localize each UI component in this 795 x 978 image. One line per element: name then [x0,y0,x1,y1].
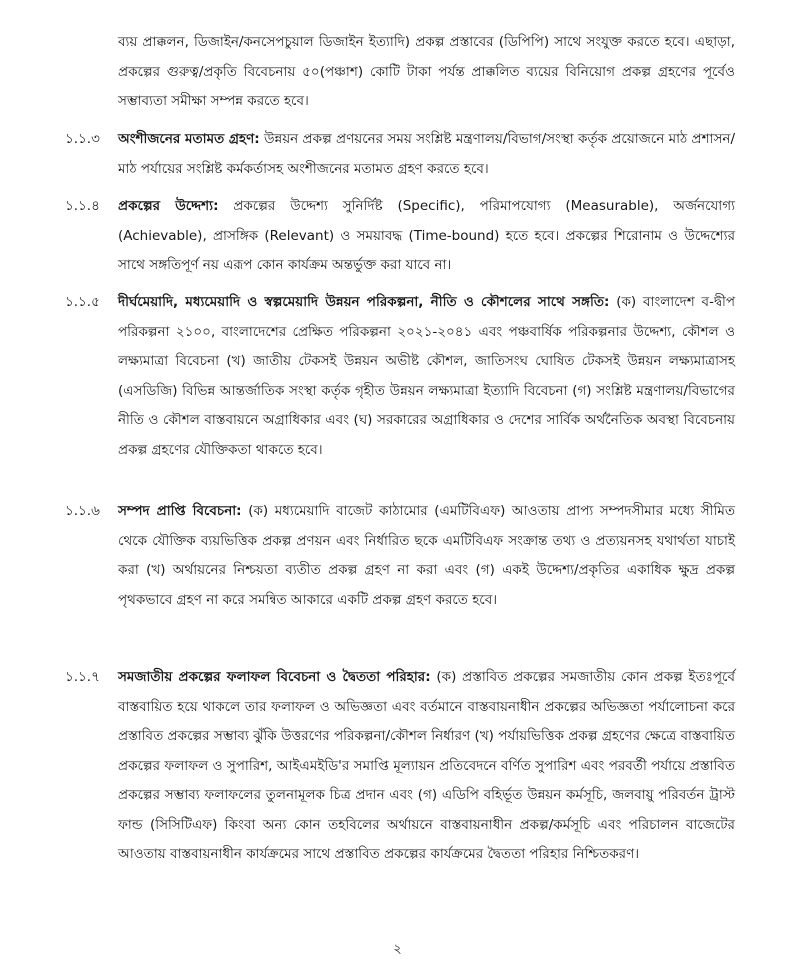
section-number: ১.১.৩ [65,131,100,147]
section-body [118,663,735,870]
section-text: (ক) বাংলাদেশ ব-দ্বীপ পরিকল্পনা ২১০০, বাংলাদেশের প্রেক্ষিত পরিকল্পনা ২০২১-২০৪১ এবং পঞ্চবার্ষিক পরিকল্পনার উদ্দেশ্য, কৌশল ও লক্ষ্যমাত্রা বিবেচনা (খ) জাতীয় টেকসই উন্নয়ন অভীষ্ট কৌশল, জাতিসংঘ ঘোষিত টেকসই উন্নয়ন লক্ষ্যমাত্রাসহ (এসডিজি) বিভিন্ন আন্তর্জাতিক সংস্থা কর্তৃক গৃহীত উন্নয়ন লক্ষ্যমাত্রা ইত্যাদি বিবেচনা (গ) সংশ্লিষ্ট মন্ত্রণালয়/বিভাগের নীতি ও কৌশল বাস্তবায়নে অগ্রাধিকার এবং (ঘ) সরকারের অগ্রাধিকার ও দেশের সার্বিক অর্থনৈতিক অবস্থা বিবেচনায় প্রকল্প গ্রহণের যৌক্তিকতা থাকতে হবে। [118,294,735,458]
section-body [118,125,735,184]
section-number: ১.১.৪ [65,198,100,214]
section-heading: দীর্ঘমেয়াদি, মধ্যমেয়াদি ও স্বল্পমেয়াদি উন্নয়ন পরিকল্পনা, নীতি ও কৌশলের সাথে সঙ্গতি: [118,294,610,310]
section-1-1-4 [65,192,735,281]
section-heading: সম্পদ প্রাপ্তি বিবেচনা: [118,503,242,519]
section-number: ১.১.৬ [65,503,100,519]
section-number: ১.১.৭ [65,669,100,685]
section-body [118,192,735,281]
section-number: ১.১.৫ [65,294,100,310]
intro-paragraph: ব্যয় প্রাক্কলন, ডিজাইন/কনসেপচুয়াল ডিজাইন ইত্যাদি) প্রকল্প প্রস্তাবের (ডিপিপি) সাথে সংযুক্ত করতে হবে। এছাড়া, প্রকল্পের গুরুত্ব/প্রকৃতি বিবেচনায় ৫০(পঞ্চাশ) কোটি টাকা পর্যন্ত প্রাক্কলিত ব্যয়ের বিনিয়োগ প্রকল্প গ্রহণের পূর্বেও সম্ভাব্যতা সমীক্ষা সম্পন্ন করতে হবে। [118,34,735,109]
section-body [118,288,735,465]
section-heading: অংশীজনের মতামত গ্রহণ: [118,131,260,147]
page-number: ২ [393,942,402,957]
section-text: (ক) মধ্যমেয়াদি বাজেট কাঠামোর (এমটিবিএফ) আওতায় প্রাপ্য সম্পদসীমার মধ্যে সীমিত থেকে যৌক্তিক ব্যয়ভিত্তিক প্রকল্প প্রণয়ন এবং নির্ধারিত ছকে এমটিবিএফ সংক্রান্ত তথ্য ও প্রত্যয়নসহ যথার্থতা যাচাই করা (খ) অর্থায়নের নিশ্চয়তা ব্যতীত প্রকল্প গ্রহণ না করা এবং (গ) একই উদ্দেশ্য/প্রকৃতির একাধিক ক্ষুদ্র প্রকল্প পৃথকভাবে গ্রহণ না করে সমন্বিত আকারে একটি প্রকল্প গ্রহণ করতে হবে। [118,503,735,608]
section-1-1-5 [65,288,735,465]
section-text: প্রকল্পের উদ্দেশ্য সুনির্দিষ্ট (Specific), পরিমাপযোগ্য (Measurable), অর্জনযোগ্য (Achievable), প্রাসঙ্গিক (Relevant) ও সময়াবদ্ধ (Time-bound) হতে হবে। প্রকল্পের শিরোনাম ও উদ্দেশ্যের সাথে সঙ্গতিপূর্ণ নয় এরূপ কোন কার্যক্রম অন্তর্ভুক্ত করা যাবে না। [118,198,735,273]
section-1-1-3 [65,125,735,184]
section-body [118,497,735,615]
section-text: (ক) প্রস্তাবিত প্রকল্পের সমজাতীয় কোন প্রকল্প ইতঃপূর্বে বাস্তবায়িত হয়ে থাকলে তার ফলাফল ও অভিজ্ঞতা এবং বর্তমানে বাস্তবায়নাধীন প্রকল্পের অভিজ্ঞতা পর্যালোচনা করে প্রস্তাবিত প্রকল্পের সম্ভাব্য ঝুঁকি উত্তরণের পরিকল্পনা/কৌশল নির্ধারণ (খ) পর্যায়ভিত্তিক প্রকল্প গ্রহণের ক্ষেত্রে বাস্তবায়িত প্রকল্পের ফলাফল ও সুপারিশ, আইএমইডি'র সমাপ্তি মূল্যায়ন প্রতিবেদনে বর্ণিত সুপারিশ এবং পরবর্তী পর্যায়ে প্রস্তাবিত প্রকল্পের সম্ভাব্য ফলাফলের তুলনামূলক চিত্র প্রদান এবং (গ) এডিপি বহির্ভূত উন্নয়ন কর্মসূচি, জলবায়ু পরিবর্তন ট্রাস্ট ফান্ড (সিসিটিএফ) কিংবা অন্য কোন তহবিলের অর্থায়নে বাস্তবায়নাধীন প্রকল্প/কর্মসূচি এবং পরিচালন বাজেটের আওতায় বাস্তবায়নাধীন কার্যক্রমের সাথে প্রস্তাবিত প্রকল্পের কার্যক্রমের দ্বৈততা পরিহার নিশ্চিতকরণ। [118,669,735,862]
section-heading: প্রকল্পের উদ্দেশ্য: [118,198,219,214]
section-heading: সমজাতীয় প্রকল্পের ফলাফল বিবেচনা ও দ্বৈততা পরিহার: [118,669,431,685]
section-text: উন্নয়ন প্রকল্প প্রণয়নের সময় সংশ্লিষ্ট মন্ত্রণালয়/বিভাগ/সংস্থা কর্তৃক প্রয়োজনে মাঠ প্রশাসন/মাঠ পর্যায়ের সংশ্লিষ্ট কর্মকর্তাসহ অংশীজনের মতামত গ্রহণ করতে হবে। [118,131,736,177]
section-1-1-6 [65,497,735,615]
section-1-1-7 [65,663,735,870]
